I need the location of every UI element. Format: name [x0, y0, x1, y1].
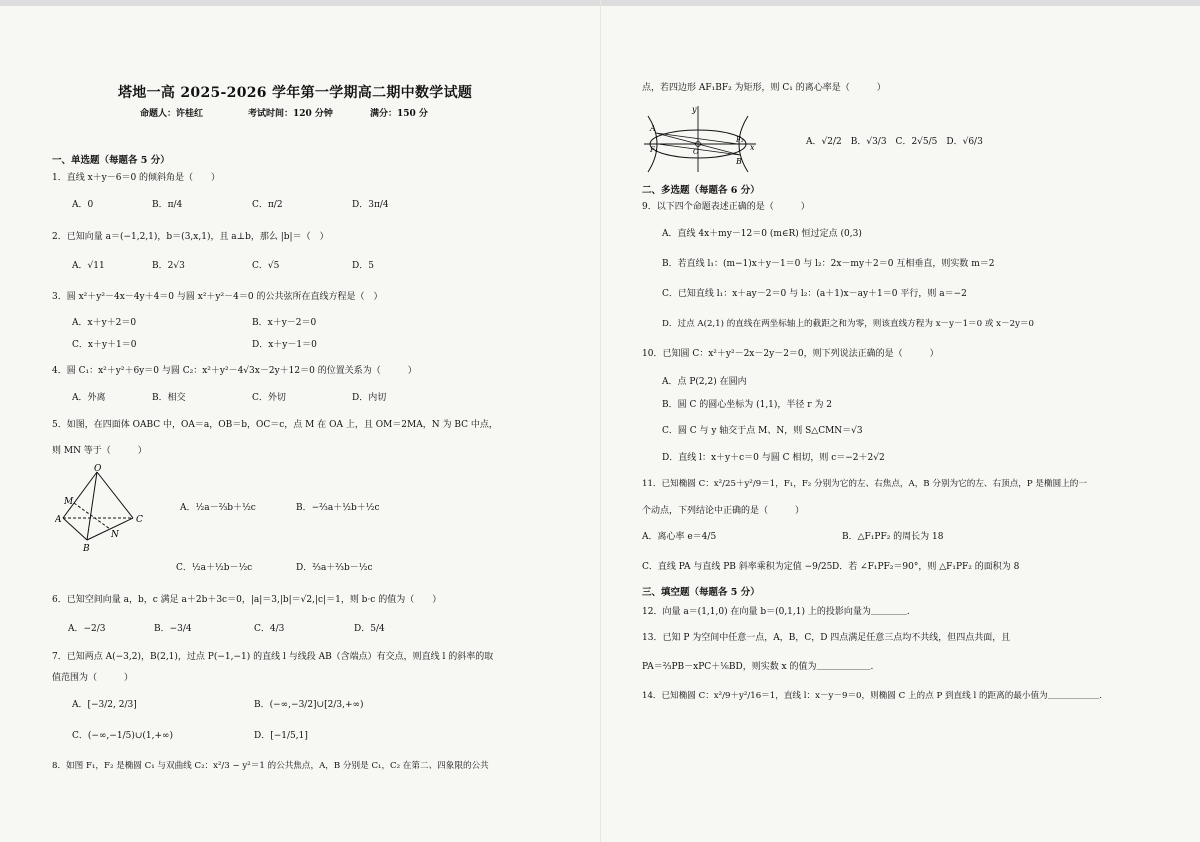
q11-option-c: C．直线 PA 与直线 PB 斜率乘积为定值 −9/25	[642, 562, 833, 572]
tetrahedron-figure	[55, 462, 155, 554]
question-1: 1．直线 x＋y－6＝0 的倾斜角是（ ）	[52, 173, 221, 183]
question-12: 12．向量 a＝(1,1,0) 在向量 b＝(0,1,1) 上的投影向量为＿＿＿＿.	[642, 607, 910, 617]
q10-option-d: D．直线 l：x＋y＋c＝0 与圆 C 相切，则 c＝−2＋2√2	[662, 453, 885, 463]
label-origin: O	[693, 148, 699, 156]
question-13-line-1: 13．已知 P 为空间中任意一点，A，B，C，D 四点满足任意三点均不共线，但四点共面，且	[642, 633, 1011, 643]
q3-option-a: A．x＋y＋2＝0	[72, 318, 137, 328]
section-fill-blank: 三、填空题（每题各 5 分）	[642, 587, 760, 598]
question-2: 2．已知向量 a＝(−1,2,1)，b＝(3,x,1)，且 a⊥b，那么 |b|＝（ ）	[52, 232, 329, 242]
question-8-line-2: 点，若四边形 AF₁BF₂ 为矩形，则 C₁ 的离心率是（ ）	[642, 83, 886, 93]
label-a: A	[55, 515, 62, 525]
label-a-point: A	[650, 124, 656, 133]
label-c: C	[136, 515, 143, 525]
q4-option-c: C．外切	[252, 393, 286, 403]
q6-option-a: A．−2/3	[68, 624, 106, 634]
q3-option-c: C．x＋y＋1＝0	[72, 340, 137, 350]
label-n: N	[111, 530, 119, 540]
question-11-line-1: 11．已知椭圆 C：x²/25＋y²/9＝1，F₁，F₂ 分别为它的左、右焦点，A，B 分别为它的左、右顶点，P 是椭圆上的一	[642, 479, 1087, 489]
ellipse-hyperbola-figure	[640, 102, 760, 178]
q4-option-d: D．内切	[352, 393, 387, 403]
q3-option-b: B．x＋y－2＝0	[252, 318, 317, 328]
exam-title: 塔地一高 2025-2026 学年第一学期高二期中数学试题	[118, 85, 473, 101]
section-single-choice: 一、单选题（每题各 5 分）	[52, 155, 170, 166]
q6-option-d: D．5/4	[354, 624, 385, 634]
q2-option-c: C．√5	[252, 261, 280, 271]
q9-option-c: C．已知直线 l₁：x＋ay－2＝0 与 l₂：(a＋1)x－ay＋1＝0 平行，则 a＝−2	[662, 289, 967, 299]
q5-option-a: A．½a－⅔b＋½c	[180, 503, 256, 513]
q5-option-b: B．−⅔a＋½b＋½c	[296, 503, 380, 513]
q11-option-a: A．离心率 e＝4/5	[642, 532, 717, 542]
q9-option-d: D．过点 A(2,1) 的直线在两坐标轴上的截距之和为零，则该直线方程为 x－y－1＝0 或 x－2y＝0	[662, 319, 1034, 329]
question-11-line-2: 个动点，下列结论中正确的是（ ）	[642, 506, 805, 516]
question-13-line-2: PA＝⅔PB－xPC＋⅙BD，则实数 x 的值为＿＿＿＿＿＿.	[642, 662, 874, 672]
label-m: M	[64, 497, 74, 507]
question-4: 4．圆 C₁：x²＋y²＋6y＝0 与圆 C₂：x²＋y²－4√3x－2y＋12＝0 的位置关系为（ ）	[52, 366, 417, 376]
q9-option-b: B．若直线 l₁：(m−1)x＋y－1＝0 与 l₂：2x－my＋2＝0 互相垂直，则实数 m＝2	[662, 259, 995, 269]
question-7-line-1: 7．已知两点 A(−3,2)，B(2,1)，过点 P(−1,−1) 的直线 l 与线段 AB（含端点）有交点，则直线 l 的斜率的取	[52, 652, 494, 662]
q7-option-a: A．[−3/2, 2/3]	[72, 700, 137, 710]
page-fold	[600, 0, 601, 842]
label-b-point: B	[736, 157, 742, 166]
label-f1: F₁	[650, 146, 658, 154]
q4-option-a: A．外离	[72, 393, 106, 403]
q1-option-b: B．π/4	[152, 200, 183, 210]
q1-option-c: C．π/2	[252, 200, 283, 210]
time-label: 考试时间：120 分钟	[248, 109, 333, 119]
q8-options: A．√2/2 B．√3/3 C．2√5/5 D．√6/3	[806, 137, 983, 147]
label-x: x	[750, 143, 755, 152]
q2-option-a: A．√11	[72, 261, 105, 271]
question-6: 6．已知空间向量 a，b，c 满足 a＋2b＋3c＝0，|a|＝3,|b|＝√2,|c|＝1，则 b·c 的值为（ ）	[52, 595, 442, 605]
label-o: O	[94, 464, 102, 474]
q10-option-c: C．圆 C 与 y 轴交于点 M、N，则 S△CMN＝√3	[662, 426, 863, 436]
q10-option-b: B．圆 C 的圆心坐标为 (1,1)，半径 r 为 2	[662, 400, 833, 410]
q11-option-b: B．△F₁PF₂ 的周长为 18	[842, 532, 944, 542]
question-5-line-2: 则 MN 等于（ ）	[52, 446, 147, 456]
question-7-line-2: 值范围为（ ）	[52, 673, 134, 683]
question-5-line-1: 5．如图，在四面体 OABC 中，OA＝a，OB＝b，OC＝c，点 M 在 OA 上，且 OM＝2MA，N 为 BC 中点，	[52, 420, 498, 430]
question-14: 14．已知椭圆 C：x²/9＋y²/16＝1，直线 l：x－y－9＝0，则椭圆 C 上的点 P 到直线 l 的距离的最小值为＿＿＿＿＿＿.	[642, 691, 1102, 701]
q4-option-b: B．相交	[152, 393, 186, 403]
label-y: y	[692, 105, 697, 114]
q7-option-d: D．[−1/5,1]	[254, 731, 308, 741]
q10-option-a: A．点 P(2,2) 在圆内	[662, 377, 747, 387]
score-label: 满分：150 分	[370, 109, 428, 119]
q1-option-d: D．3π/4	[352, 200, 389, 210]
q5-option-c: C．½a＋½b－½c	[176, 563, 253, 573]
question-9: 9．以下四个命题表述正确的是（ ）	[642, 202, 810, 212]
q6-option-c: C．4/3	[254, 624, 285, 634]
author-label: 命题人：许桂红	[140, 109, 204, 119]
q9-option-a: A．直线 4x＋my－12＝0 (m∈R) 恒过定点 (0,3)	[662, 229, 862, 239]
q3-option-d: D．x＋y－1＝0	[252, 340, 317, 350]
q5-option-d: D．⅔a＋⅔b－½c	[296, 563, 373, 573]
question-3: 3．圆 x²＋y²－4x－4y＋4＝0 与圆 x²＋y²－4＝0 的公共弦所在直线方程是（ ）	[52, 292, 383, 302]
label-f2: F₂	[736, 136, 744, 144]
q11-option-d: D．若 ∠F₁PF₂＝90°，则 △F₁PF₂ 的面积为 8	[832, 562, 1020, 572]
q2-option-d: D．5	[352, 261, 374, 271]
question-8-line-1: 8．如图 F₁，F₂ 是椭圆 C₁ 与双曲线 C₂：x²/3 − y²＝1 的公共焦点，A，B 分别是 C₁，C₂ 在第二、四象限的公共	[52, 761, 489, 771]
q7-option-c: C．(−∞,−1/5)∪(1,+∞)	[72, 731, 174, 741]
q7-option-b: B．(−∞,−3/2]∪[2/3,+∞)	[254, 700, 364, 710]
section-multi-choice: 二、多选题（每题各 6 分）	[642, 185, 760, 196]
label-b: B	[83, 544, 90, 554]
q1-option-a: A．0	[72, 200, 94, 210]
question-10: 10．已知圆 C：x²＋y²－2x－2y－2＝0，则下列说法正确的是（ ）	[642, 349, 939, 359]
q6-option-b: B．−3/4	[154, 624, 192, 634]
q2-option-b: B．2√3	[152, 261, 185, 271]
